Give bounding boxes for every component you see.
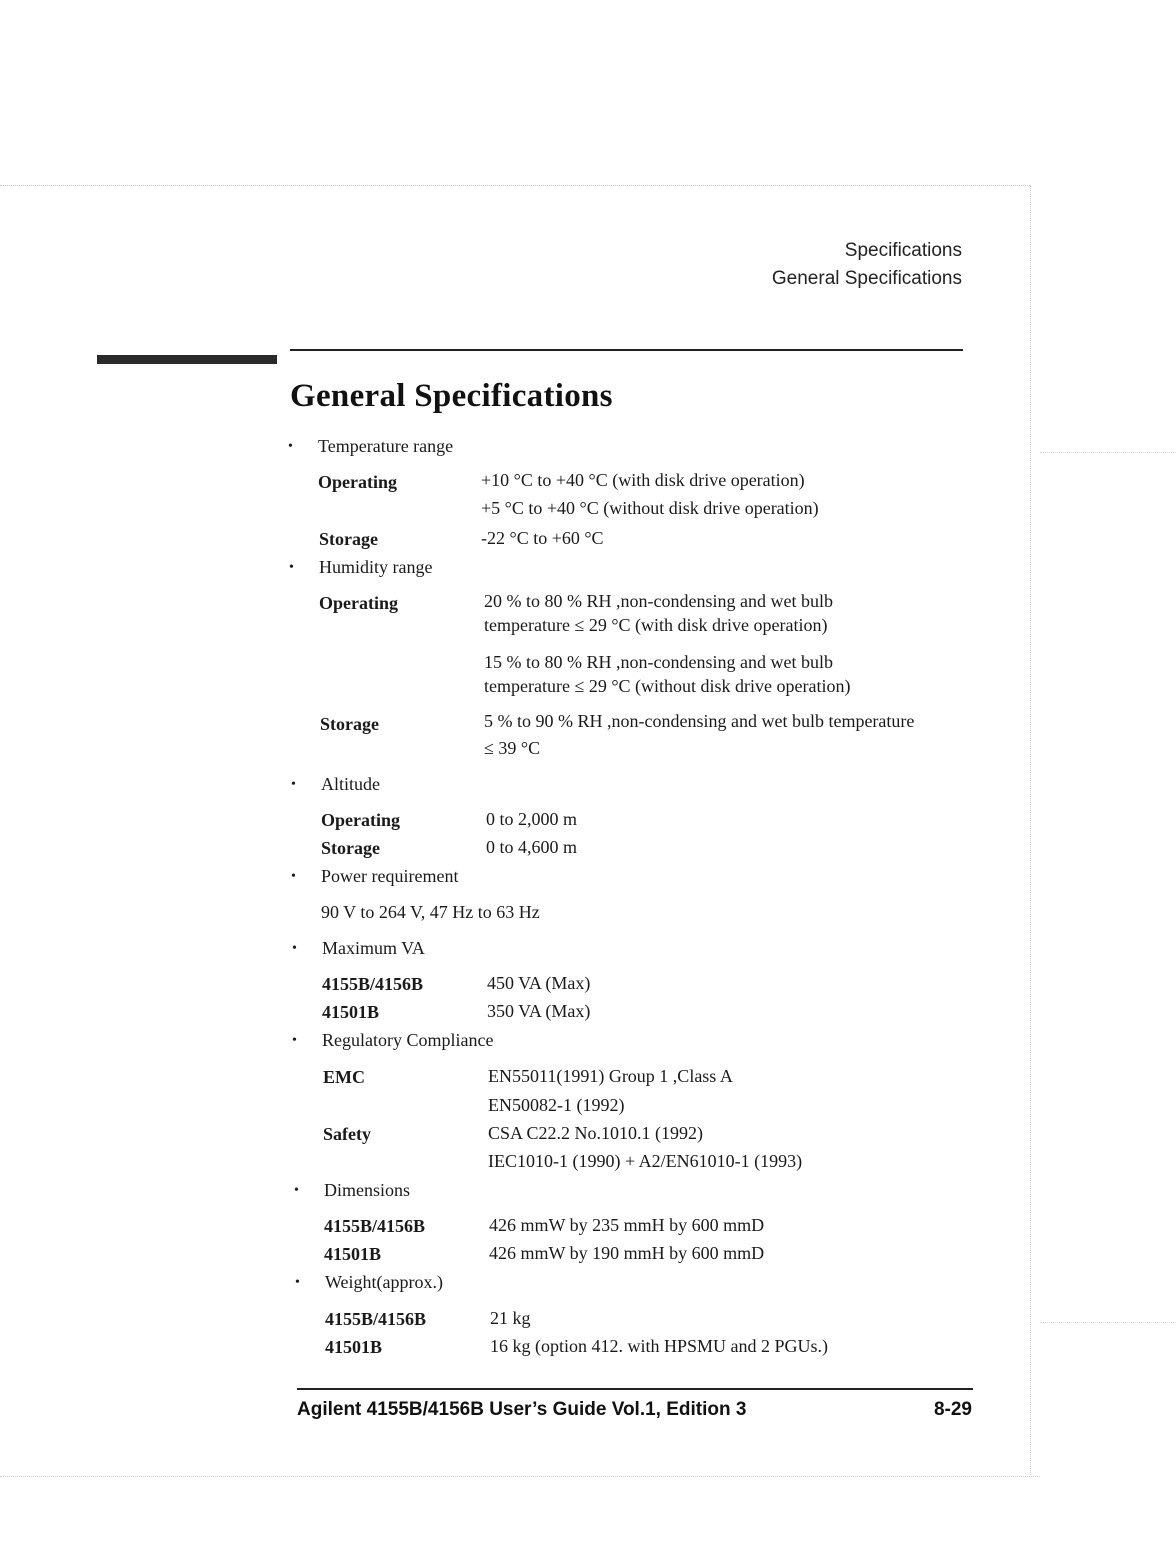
- spec-value: 21 kg: [490, 1308, 531, 1328]
- spec-label: Operating: [319, 593, 398, 613]
- bullet-regulatory: [292, 1030, 494, 1050]
- spec-value: 0 to 2,000 m: [486, 809, 578, 829]
- spec-heading: Regulatory Compliance: [322, 1030, 494, 1050]
- spec-value: 16 kg (option 412. with HPSMU and 2 PGUs.): [490, 1336, 829, 1356]
- bullet-humidity: [289, 557, 433, 577]
- spec-label: Storage: [320, 714, 379, 734]
- spec-value: 15 % to 80 % RH ,non-condensing and wet bulb: [484, 652, 833, 672]
- bullet-max-va: [292, 938, 425, 958]
- scan-edge-top: [0, 185, 1030, 186]
- spec-value: 426 mmW by 235 mmH by 600 mmD: [489, 1215, 765, 1235]
- running-header-subsection: General Specifications: [771, 268, 962, 289]
- spec-value: -22 °C to +60 °C: [481, 528, 604, 548]
- spec-value: EN50082-1 (1992): [488, 1095, 625, 1115]
- running-header-section: Specifications: [844, 240, 962, 261]
- spec-value: 20 % to 80 % RH ,non-condensing and wet bulb: [484, 591, 833, 611]
- scan-mark: [1040, 452, 1176, 453]
- spec-heading: Temperature range: [318, 436, 454, 456]
- page-title: General Specifications: [290, 378, 613, 414]
- spec-value: 0 to 4,600 m: [486, 837, 578, 857]
- footer-rule: [297, 1388, 973, 1390]
- spec-value: IEC1010-1 (1990) + A2/EN61010-1 (1993): [488, 1151, 803, 1171]
- scan-edge-right: [1030, 185, 1031, 1475]
- bullet-altitude: [291, 774, 380, 794]
- bullet-icon: •: [289, 560, 294, 575]
- spec-value: temperature ≤ 29 °C (without disk drive operation): [484, 676, 851, 696]
- header-rule: [290, 349, 963, 351]
- bullet-icon: •: [295, 1275, 300, 1290]
- footer-title: Agilent 4155B/4156B User’s Guide Vol.1, Edition 3: [297, 1399, 747, 1420]
- bullet-icon: •: [288, 439, 293, 454]
- spec-value: 350 VA (Max): [487, 1001, 591, 1021]
- bullet-icon: •: [292, 941, 297, 956]
- spec-value: CSA C22.2 No.1010.1 (1992): [488, 1123, 704, 1143]
- spec-label: Operating: [321, 810, 400, 830]
- spec-heading: Maximum VA: [322, 938, 425, 958]
- spec-value: 5 % to 90 % RH ,non-condensing and wet bulb temperature: [484, 711, 915, 731]
- spec-value: EN55011(1991) Group 1 ,Class A: [488, 1066, 733, 1086]
- spec-heading: Dimensions: [324, 1180, 411, 1200]
- bullet-icon: •: [294, 1183, 299, 1198]
- spec-label: 4155B/4156B: [322, 974, 424, 994]
- scan-mark: [1040, 1322, 1176, 1323]
- bullet-icon: •: [291, 869, 296, 884]
- spec-label: EMC: [323, 1067, 365, 1087]
- spec-label: 41501B: [324, 1244, 382, 1264]
- spec-label: Storage: [321, 838, 380, 858]
- bullet-dimensions: [294, 1180, 411, 1200]
- spec-value: temperature ≤ 29 °C (with disk drive operation): [484, 615, 828, 635]
- bullet-icon: •: [292, 1033, 297, 1048]
- spec-value: +10 °C to +40 °C (with disk drive operation): [481, 470, 805, 490]
- page-number: 8-29: [933, 1399, 972, 1420]
- spec-label: Storage: [319, 529, 378, 549]
- spec-label: Operating: [318, 472, 397, 492]
- spec-value: 90 V to 264 V, 47 Hz to 63 Hz: [321, 902, 540, 922]
- spec-label: 41501B: [325, 1337, 383, 1357]
- section-marker-bar: [97, 355, 277, 364]
- spec-heading: Weight(approx.): [325, 1272, 444, 1292]
- bullet-weight: [295, 1272, 444, 1292]
- spec-label: 4155B/4156B: [325, 1309, 427, 1329]
- bullet-icon: •: [291, 777, 296, 792]
- scan-edge-bottom: [0, 1476, 1040, 1477]
- bullet-power: [291, 866, 459, 886]
- spec-value: +5 °C to +40 °C (without disk drive operation): [481, 498, 819, 518]
- spec-label: 41501B: [322, 1002, 380, 1022]
- spec-label: 4155B/4156B: [324, 1216, 426, 1236]
- spec-heading: Altitude: [321, 774, 380, 794]
- spec-value: 450 VA (Max): [487, 973, 591, 993]
- spec-label: Safety: [323, 1124, 371, 1144]
- bullet-temperature: [288, 436, 454, 456]
- spec-value: ≤ 39 °C: [484, 738, 541, 758]
- spec-value: 426 mmW by 190 mmH by 600 mmD: [489, 1243, 765, 1263]
- spec-heading: Power requirement: [321, 866, 459, 886]
- spec-heading: Humidity range: [319, 557, 433, 577]
